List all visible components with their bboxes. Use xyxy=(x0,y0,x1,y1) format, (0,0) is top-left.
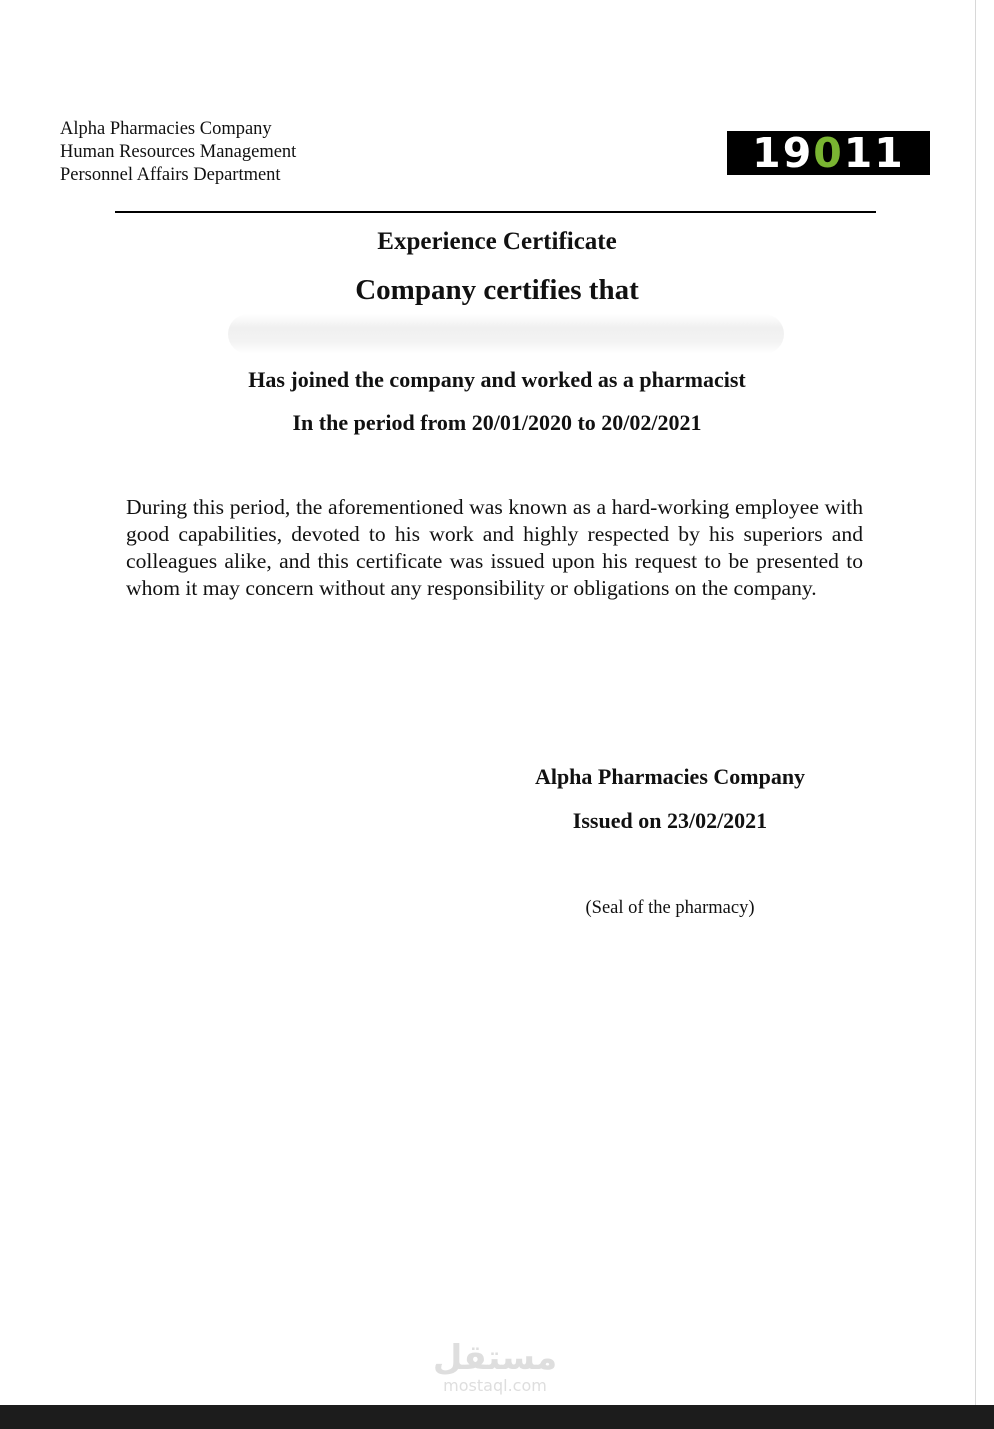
role-line: Has joined the company and worked as a pharmacist xyxy=(248,367,746,392)
watermark-arabic: مستقل xyxy=(432,1338,558,1378)
hotline-digit-accent: 0 xyxy=(813,129,844,177)
issue-date: Issued on 23/02/2021 xyxy=(572,808,768,833)
hotline-digits-after: 11 xyxy=(843,129,905,177)
period-line: In the period from 20/01/2020 to 20/02/2021 xyxy=(292,410,702,435)
certificate-title: Experience Certificate xyxy=(377,228,617,255)
page-edge xyxy=(975,0,994,1405)
hotline-logo xyxy=(727,131,930,175)
bottom-bar xyxy=(0,1405,994,1429)
watermark-site: mostaql.com xyxy=(443,1376,547,1395)
seal-note: (Seal of the pharmacy) xyxy=(585,898,755,918)
watermark-logo xyxy=(420,1338,570,1394)
certificate-body: During this period, the aforementioned was known as a hard-working employee with good capabilities, devoted to his work and highly respected by his superiors and colleagues alike, and this certificate was issued upon his request to be presented to whom it may concern without any responsibility or obligations on the company. xyxy=(126,495,863,600)
letterhead xyxy=(60,118,296,187)
letterhead-department: Human Resources Management xyxy=(60,142,297,162)
hotline-digits-before: 19 xyxy=(752,129,814,177)
redacted-employee-name xyxy=(228,314,784,354)
letterhead-section: Personnel Affairs Department xyxy=(60,165,281,185)
signature-company: Alpha Pharmacies Company xyxy=(534,764,806,789)
header-divider xyxy=(115,211,876,213)
certificate-subtitle: Company certifies that xyxy=(355,274,639,306)
letterhead-company: Alpha Pharmacies Company xyxy=(60,119,272,139)
